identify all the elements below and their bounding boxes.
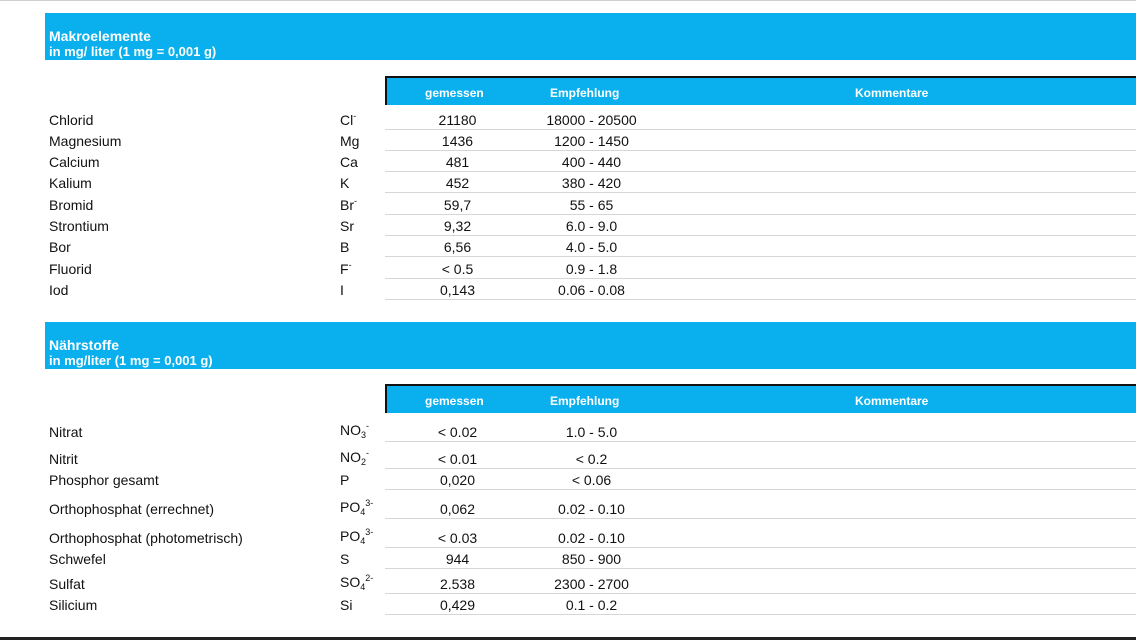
- parameter-name: Sulfat: [49, 576, 85, 592]
- chemical-symbol: [340, 597, 352, 613]
- symbol-base: PO: [340, 528, 361, 544]
- symbol-subscript: 4: [360, 582, 366, 592]
- column-measured: gemessen: [425, 86, 484, 100]
- table-row: [0, 279, 1136, 300]
- symbol-base: P: [340, 472, 350, 488]
- parameter-name: Orthophosphat (errechnet): [49, 501, 214, 517]
- measured-value: 59,7: [443, 197, 472, 213]
- symbol-superscript: 2-: [365, 573, 374, 583]
- table-row: [0, 151, 1136, 172]
- symbol-base: Mg: [340, 133, 360, 149]
- parameter-name: Orthophosphat (photometrisch): [49, 530, 243, 546]
- measured-value: 6,56: [443, 239, 472, 255]
- column-measured: gemessen: [425, 394, 484, 408]
- column-recommendation: Empfehlung: [550, 394, 620, 408]
- chemical-symbol: [340, 111, 356, 128]
- column-comments: Kommentare: [855, 394, 929, 408]
- measured-value: 0,143: [439, 282, 476, 298]
- symbol-superscript: 3-: [365, 527, 374, 537]
- chemical-symbol: [340, 154, 358, 170]
- recommended-range: 55 - 65: [569, 197, 614, 213]
- symbol-superscript: -: [348, 260, 352, 270]
- table-row: [0, 569, 1136, 594]
- recommended-range: 0.02 - 0.10: [558, 501, 625, 517]
- chemical-symbol: [340, 260, 352, 277]
- measured-value: 21180: [438, 112, 477, 128]
- symbol-base: NO: [340, 422, 361, 438]
- table-row: [0, 130, 1136, 151]
- symbol-base: Sr: [340, 218, 354, 234]
- table-row: [0, 469, 1136, 490]
- table-row: [0, 236, 1136, 257]
- symbol-base: Ca: [340, 154, 358, 170]
- parameter-name: Nitrat: [49, 424, 83, 440]
- symbol-superscript: -: [366, 448, 370, 458]
- table-row: [0, 594, 1136, 615]
- table-row: [0, 172, 1136, 193]
- parameter-name: Chlorid: [49, 112, 94, 128]
- parameter-name: Phosphor gesamt: [49, 472, 159, 488]
- row-divider: [385, 299, 1136, 300]
- chemical-symbol: [340, 551, 349, 567]
- measured-value: 944: [445, 551, 470, 567]
- parameter-name: Iod: [49, 282, 69, 298]
- measured-value: 0,429: [439, 597, 476, 613]
- symbol-base: NO: [340, 449, 361, 465]
- recommended-range: 0.1 - 0.2: [565, 597, 618, 613]
- table-row: [0, 519, 1136, 548]
- table-row: [0, 442, 1136, 469]
- symbol-base: PO: [340, 499, 361, 515]
- symbol-base: F: [340, 261, 349, 277]
- parameter-name: Magnesium: [49, 133, 122, 149]
- symbol-subscript: 2: [361, 457, 367, 467]
- symbol-subscript: 4: [360, 507, 366, 517]
- recommended-range: 0.9 - 1.8: [565, 261, 618, 277]
- table-row: [0, 110, 1136, 130]
- recommended-range: < 0.2: [575, 451, 608, 467]
- recommended-range: 380 - 420: [561, 175, 622, 191]
- chemical-symbol: [340, 527, 373, 546]
- measured-value: 452: [445, 175, 470, 191]
- table-row: [0, 548, 1136, 569]
- recommended-range: 0.06 - 0.08: [558, 282, 625, 298]
- recommended-range: 2300 - 2700: [554, 576, 629, 592]
- parameter-name: Calcium: [49, 154, 100, 170]
- parameter-name: Strontium: [49, 218, 109, 234]
- table-row: [0, 215, 1136, 236]
- measured-value: 0,020: [439, 472, 476, 488]
- macro-section-header: [45, 13, 1136, 60]
- recommended-range: < 0.06: [571, 472, 612, 488]
- column-recommendation: Empfehlung: [550, 86, 620, 100]
- table-row: [0, 193, 1136, 215]
- symbol-base: Br: [340, 197, 354, 213]
- chemical-symbol: [340, 175, 349, 191]
- symbol-base: Si: [340, 597, 353, 613]
- measured-value: 1436: [441, 133, 474, 149]
- symbol-base: I: [340, 282, 344, 298]
- nutrients-section-header: [45, 322, 1136, 369]
- symbol-base: K: [340, 175, 350, 191]
- measured-value: < 0.02: [437, 424, 478, 440]
- measured-value: 481: [445, 154, 470, 170]
- recommended-range: 850 - 900: [561, 551, 622, 567]
- symbol-base: B: [340, 239, 350, 255]
- row-divider: [385, 614, 1136, 615]
- recommended-range: 1.0 - 5.0: [565, 424, 618, 440]
- parameter-name: Kalium: [49, 175, 92, 191]
- macro-section-subtitle: in mg/ liter (1 mg = 0,001 g): [49, 44, 217, 59]
- measured-value: < 0.5: [441, 261, 474, 277]
- table-row: [0, 422, 1136, 442]
- chemical-symbol: [340, 282, 344, 298]
- column-comments: Kommentare: [855, 86, 929, 100]
- measured-value: 0,062: [439, 501, 476, 517]
- measured-value: 2.538: [439, 576, 476, 592]
- parameter-name: Bor: [49, 239, 71, 255]
- symbol-superscript: 3-: [365, 498, 374, 508]
- parameter-name: Bromid: [49, 197, 94, 213]
- table-row: [0, 257, 1136, 279]
- chemical-symbol: [340, 218, 354, 234]
- chemical-symbol: [340, 573, 373, 592]
- macro-section-title: Makroelemente: [49, 28, 151, 44]
- recommended-range: 4.0 - 5.0: [565, 239, 618, 255]
- symbol-superscript: -: [366, 421, 370, 431]
- symbol-base: Cl: [340, 112, 354, 128]
- nutrients-section-title: Nährstoffe: [49, 337, 120, 353]
- macro-column-header: [385, 76, 1136, 105]
- chemical-symbol: [340, 133, 359, 149]
- symbol-subscript: 4: [360, 536, 366, 546]
- nutrients-column-header: [385, 384, 1136, 413]
- recommended-range: 400 - 440: [561, 154, 622, 170]
- nutrients-section-subtitle: in mg/liter (1 mg = 0,001 g): [49, 353, 213, 368]
- recommended-range: 18000 - 20500: [546, 112, 637, 128]
- symbol-base: SO: [340, 574, 361, 590]
- parameter-name: Schwefel: [49, 551, 106, 567]
- page-top-edge: [0, 0, 1136, 1]
- parameter-name: Fluorid: [49, 261, 92, 277]
- chemical-symbol: [340, 421, 369, 440]
- chemical-symbol: [340, 196, 357, 213]
- chemical-symbol: [340, 498, 373, 517]
- parameter-name: Nitrit: [49, 451, 78, 467]
- symbol-superscript: -: [354, 196, 357, 206]
- chemical-symbol: [340, 472, 349, 488]
- recommended-range: 6.0 - 9.0: [565, 218, 618, 234]
- measured-value: 9,32: [443, 218, 472, 234]
- recommended-range: 1200 - 1450: [554, 133, 629, 149]
- symbol-base: S: [340, 551, 350, 567]
- measured-value: < 0.03: [437, 530, 478, 546]
- chemical-symbol: [340, 448, 369, 467]
- recommended-range: 0.02 - 0.10: [558, 530, 625, 546]
- measured-value: < 0.01: [437, 451, 478, 467]
- parameter-name: Silicium: [49, 597, 98, 613]
- symbol-subscript: 3: [361, 430, 367, 440]
- chemical-symbol: [340, 239, 349, 255]
- symbol-superscript: -: [353, 111, 357, 121]
- table-row: [0, 490, 1136, 519]
